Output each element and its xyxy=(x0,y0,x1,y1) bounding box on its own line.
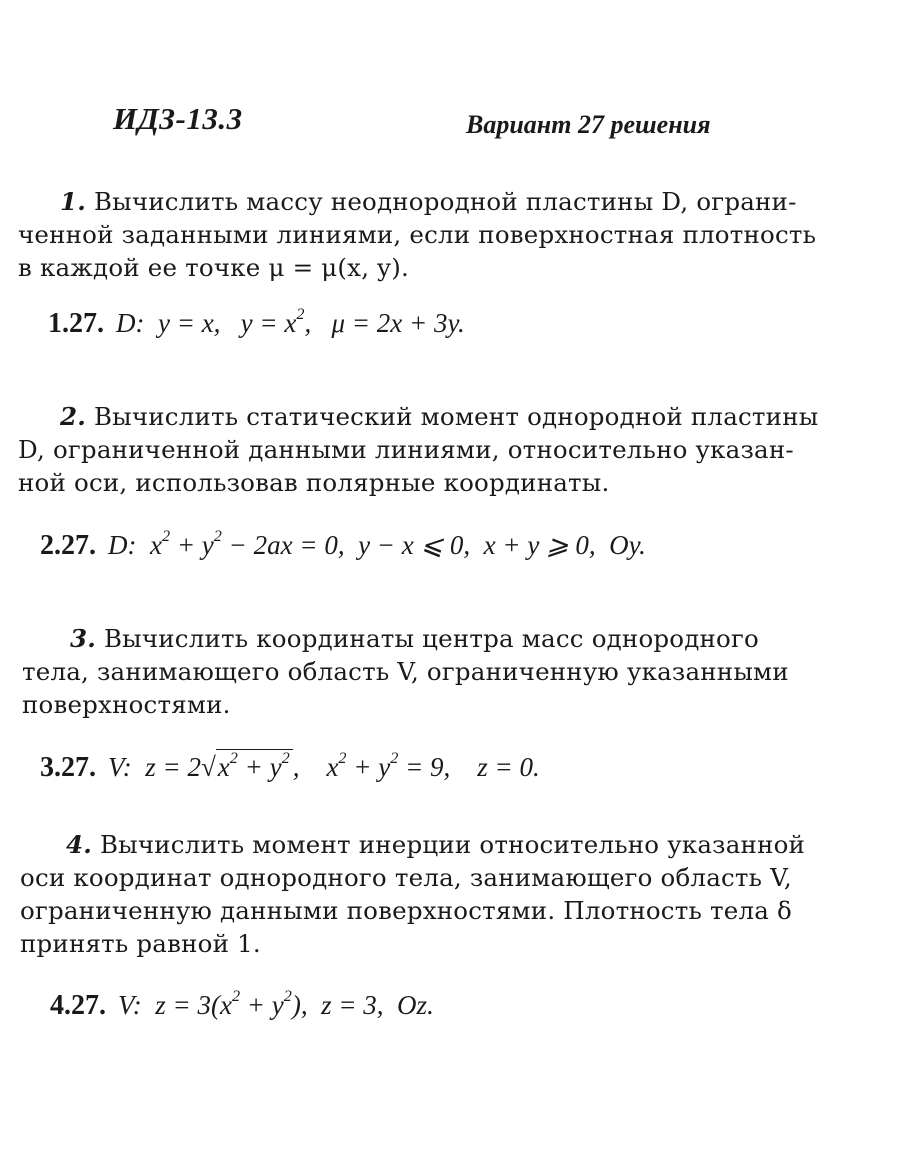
problem-4-27-number: 4.27. xyxy=(50,990,106,1021)
problem-4-27-formula: V: $z = 3(x^2 + y^2)$, z = 3, Oz. xyxy=(118,987,434,1020)
task-3-line-1: Вычислить координаты центра масс однородного xyxy=(95,624,759,653)
problem-3-27-number: 3.27. xyxy=(40,752,96,783)
task-4-line-2: оси координат однородного тела, занимающего область V, xyxy=(20,863,792,892)
task-4-line-3: ограниченную данными поверхностями. Плотность тела δ xyxy=(20,896,792,925)
task-1-number: 1. xyxy=(60,187,86,216)
task-4-line-4: принять равной 1. xyxy=(20,929,261,958)
task-4-number: 4. xyxy=(66,830,92,859)
problem-1-27-number: 1.27. xyxy=(48,308,104,339)
problem-2-27-formula: D: $x^2 + y^2 - 2ax = 0$, y − x ⩽ 0, x + y ⩾ 0, Oy. xyxy=(108,527,646,560)
problem-2-27 xyxy=(40,527,646,562)
task-3-line-3: поверхностями. xyxy=(22,690,231,719)
task-2-number: 2. xyxy=(60,402,86,431)
problem-1-27 xyxy=(48,305,465,340)
variant-label: Вариант 27 решения xyxy=(466,110,711,139)
problem-4-27 xyxy=(50,987,434,1022)
task-3-statement xyxy=(22,622,880,721)
task-3-number: 3. xyxy=(70,624,96,653)
problem-3-27 xyxy=(40,749,540,784)
problem-2-27-number: 2.27. xyxy=(40,530,96,561)
task-2-line-2: D, ограниченной данными линиями, относительно указан- xyxy=(18,435,794,464)
document-title: ИДЗ-13.3 xyxy=(113,101,243,136)
problem-3-27-formula: V: $z = 2√x^2 + y^2$ , $x^2 + y^2 = 9$, z = 0. xyxy=(108,749,540,782)
task-1-statement xyxy=(18,185,876,284)
task-1-line-1: Вычислить массу неоднородной пластины D, ограни- xyxy=(85,187,797,216)
task-1-line-3: в каждой ее точке μ = μ(x, y). xyxy=(18,253,409,282)
task-2-line-3: ной оси, использовав полярные координаты. xyxy=(18,468,610,497)
task-4-line-1: Вычислить момент инерции относительно указанной xyxy=(91,830,806,859)
task-4-statement xyxy=(20,828,878,960)
problem-1-27-formula: D: y = x, $y = x^2$, μ = 2x + 3y. xyxy=(116,305,465,338)
task-3-line-2: тела, занимающего область V, ограниченную указанными xyxy=(22,657,789,686)
task-2-statement xyxy=(18,400,876,499)
task-2-line-1: Вычислить статический момент однородной пластины xyxy=(85,402,819,431)
task-1-line-2: ченной заданными линиями, если поверхностная плотность xyxy=(18,220,817,249)
